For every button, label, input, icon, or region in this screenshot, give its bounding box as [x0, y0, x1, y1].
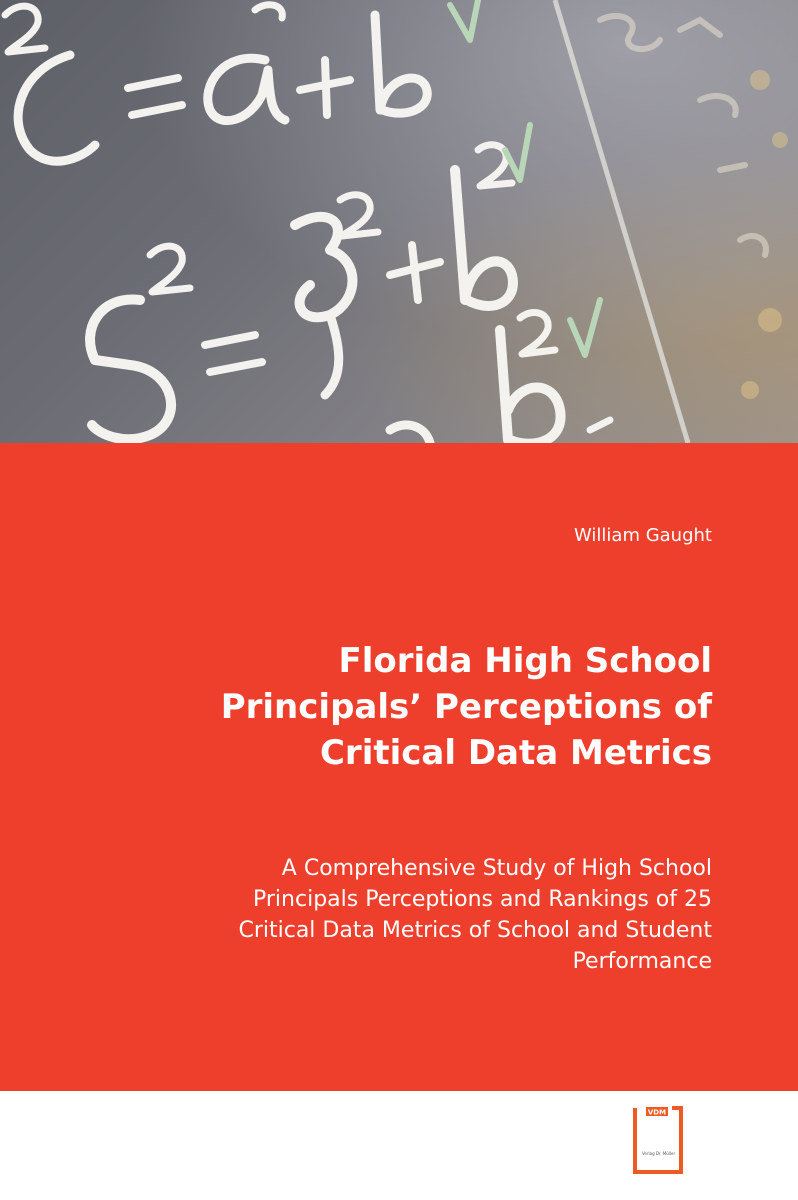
logo-text: VDM: [647, 1108, 667, 1117]
title-line: Florida High School: [338, 641, 712, 681]
title-band: [0, 443, 798, 1091]
author-name: William Gaught: [574, 525, 712, 546]
subtitle-line: A Comprehensive Study of High School: [281, 856, 712, 881]
subtitle-line: Critical Data Metrics of School and Student: [238, 918, 712, 943]
book-title: [92, 638, 712, 776]
logo-small-text: Verlag Dr. Müller: [642, 1151, 676, 1156]
subtitle-line: Principals Perceptions and Rankings of 25: [253, 887, 712, 912]
book-subtitle: [52, 853, 712, 977]
chalkboard-equations-image: [0, 0, 798, 443]
publisher-logo: [632, 1105, 684, 1175]
subtitle-line: Performance: [572, 949, 712, 974]
vdm-logo-icon: [632, 1105, 684, 1175]
title-line: Critical Data Metrics: [319, 733, 712, 773]
chalkboard-photo: [0, 0, 798, 443]
title-line: Principals’ Perceptions of: [220, 687, 712, 727]
